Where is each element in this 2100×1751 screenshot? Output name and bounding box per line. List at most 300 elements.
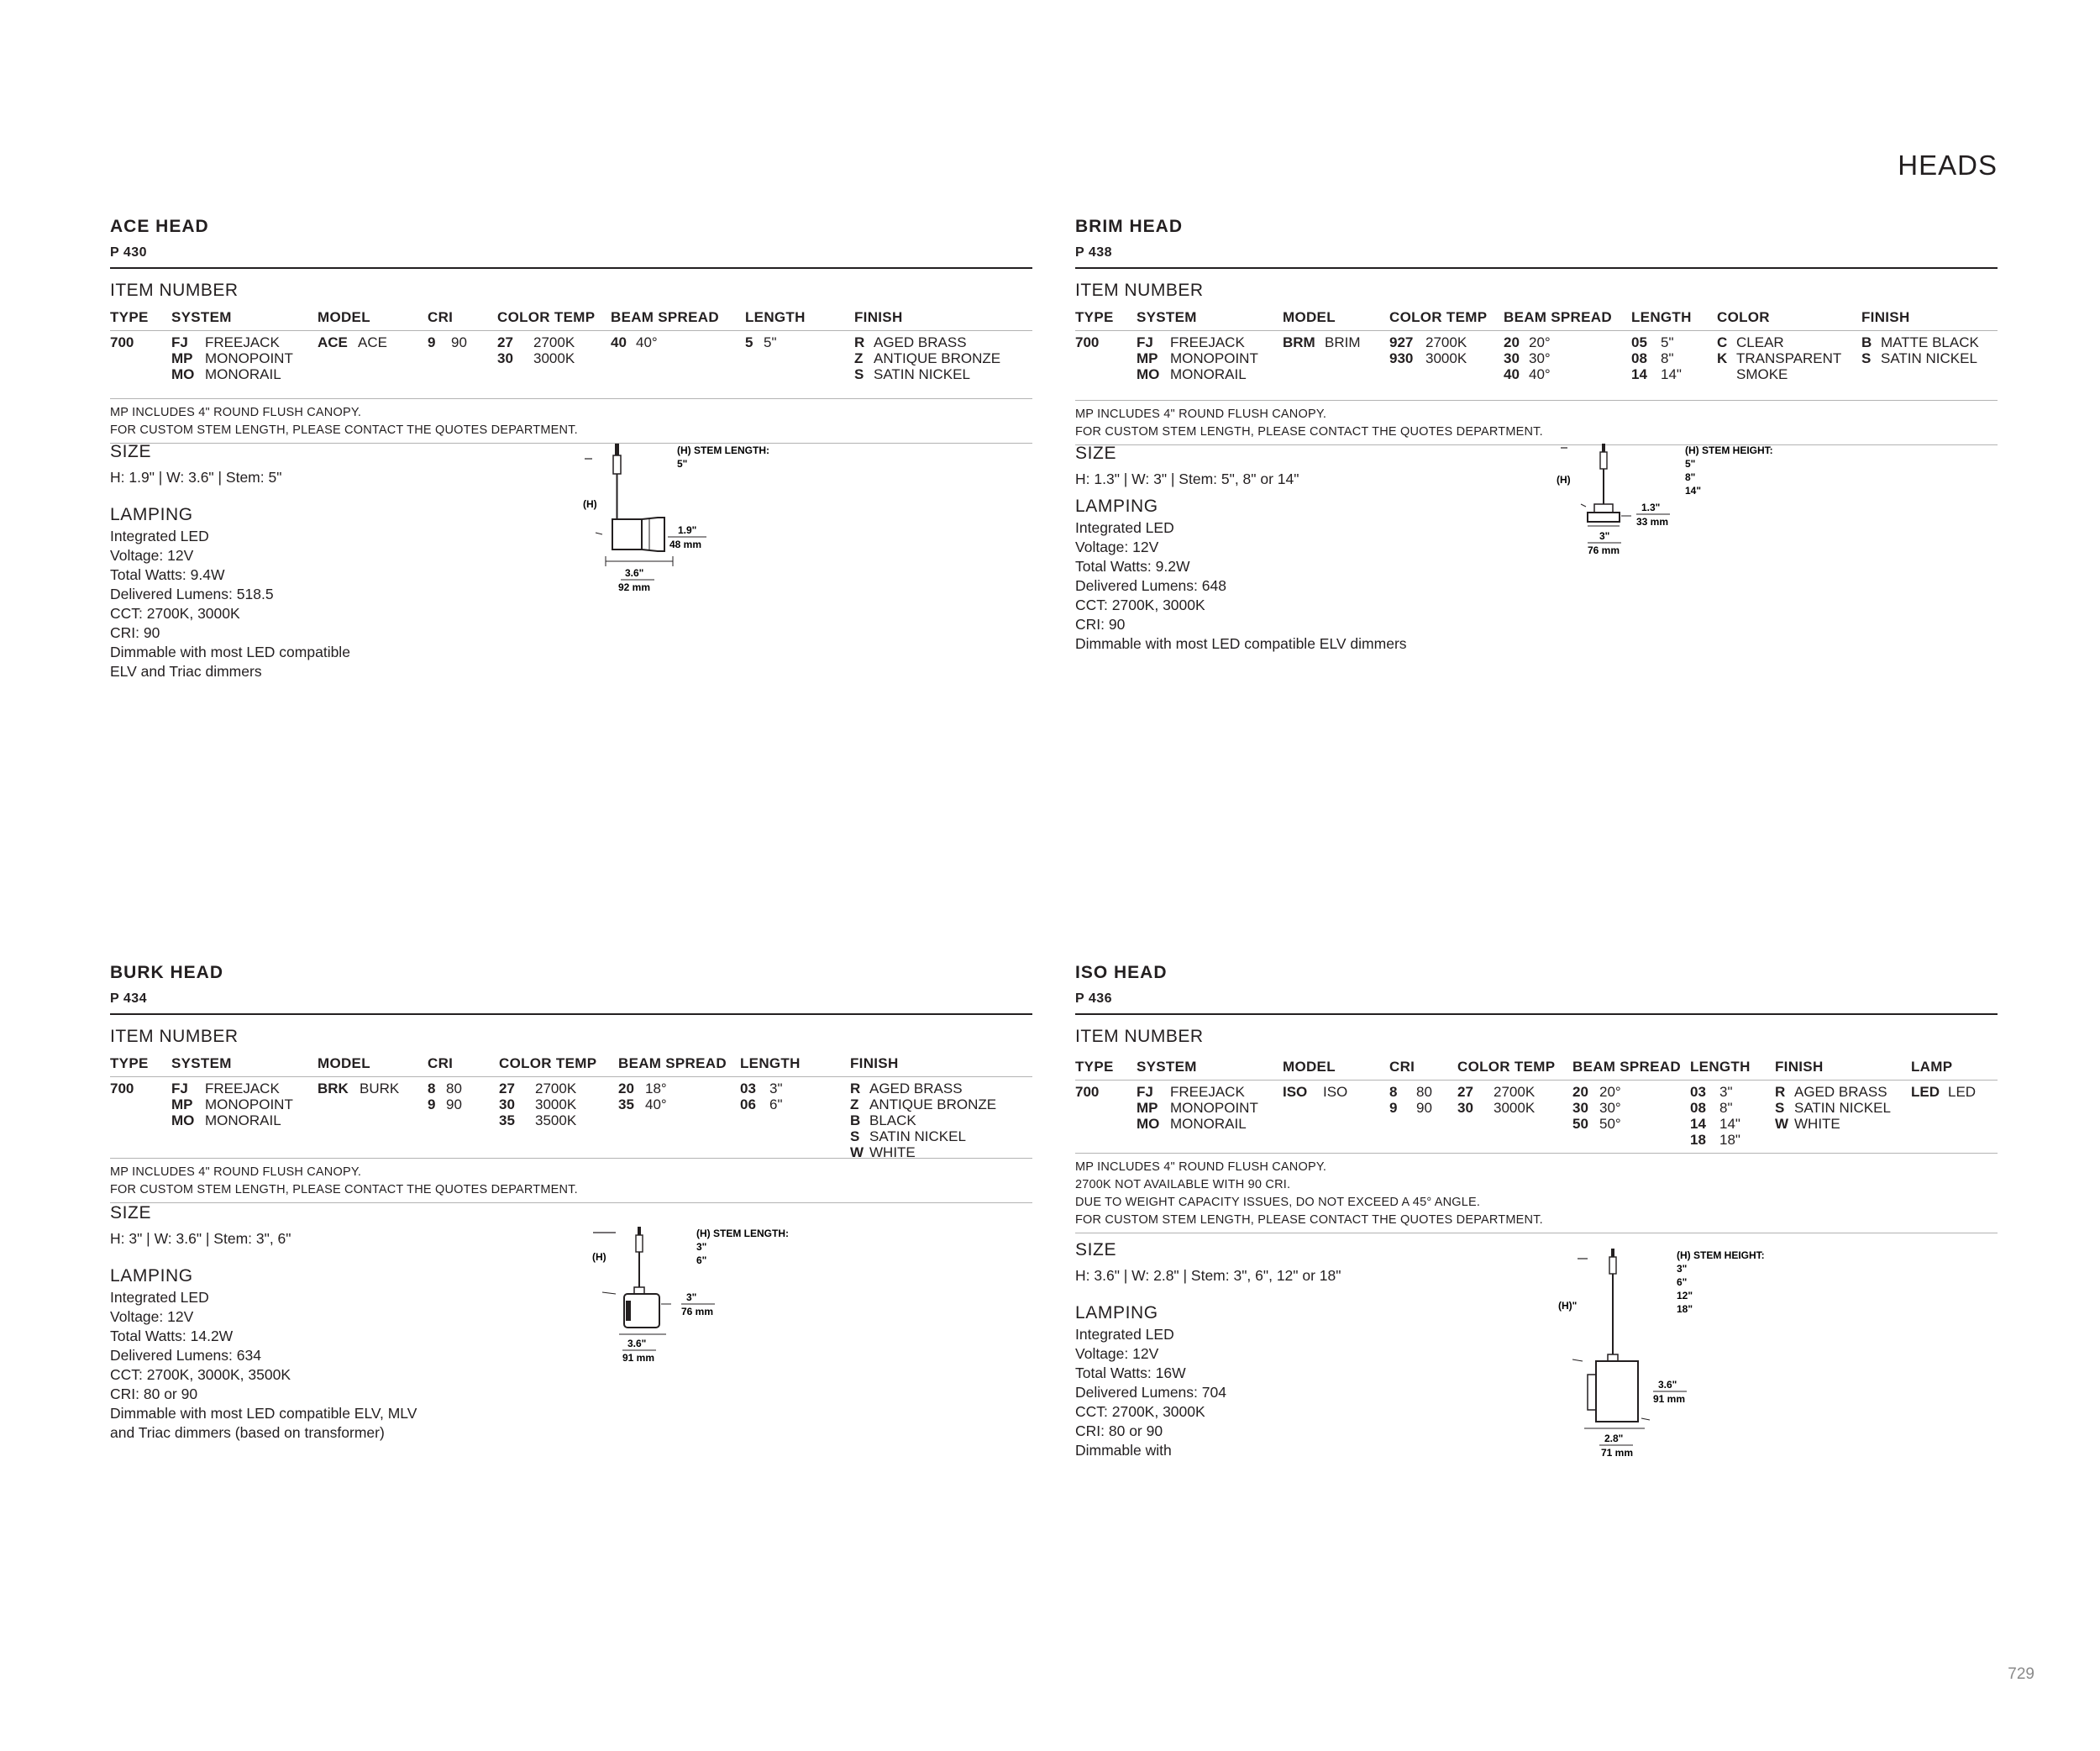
option-description: WHITE xyxy=(869,1144,916,1160)
option-code: 930 xyxy=(1389,350,1414,366)
option-code: MO xyxy=(1137,1116,1160,1132)
lamping-line: Delivered Lumens: 518.5 xyxy=(110,586,274,602)
option-code: C xyxy=(1717,334,1728,350)
option-description: 30° xyxy=(1529,350,1551,366)
system-option xyxy=(171,366,293,382)
length-option xyxy=(740,1096,783,1112)
option-description: 40° xyxy=(645,1096,667,1112)
page-reference: P 434 xyxy=(110,991,148,1006)
header-lamp: LAMP xyxy=(1911,1059,1953,1075)
color-temp-values xyxy=(499,1081,576,1128)
beam-option xyxy=(611,334,658,350)
lamping-title: LAMPING xyxy=(1075,497,1158,516)
stem-label: (H) STEM LENGTH: xyxy=(696,1228,789,1239)
option-code: MO xyxy=(171,1112,195,1128)
cri-option xyxy=(428,334,467,350)
option-description: BLACK xyxy=(869,1112,916,1128)
section-title: ACE HEAD xyxy=(110,217,209,236)
option-description: 80 xyxy=(446,1081,462,1096)
option-description: 2700K xyxy=(535,1081,577,1096)
header-length: LENGTH xyxy=(740,1055,801,1071)
notes xyxy=(110,1158,1032,1202)
iso-head-section xyxy=(1075,963,1998,1635)
lamping-line: Delivered Lumens: 634 xyxy=(110,1347,261,1364)
details xyxy=(1075,444,1407,654)
lamping-list xyxy=(110,1288,417,1443)
option-description: 90 xyxy=(451,334,467,350)
option-description: AGED BRASS xyxy=(1794,1084,1887,1100)
stem-value: 3" xyxy=(1677,1263,1688,1275)
option-description: MONORAIL xyxy=(1170,1116,1247,1132)
option-description: 3500K xyxy=(535,1112,577,1128)
color-temp-values xyxy=(1457,1084,1535,1116)
option-description: ANTIQUE BRONZE xyxy=(869,1096,997,1112)
height-label: (H)" xyxy=(1558,1300,1578,1312)
color-temp-values xyxy=(1389,334,1467,366)
option-description: 18° xyxy=(645,1081,667,1096)
option-description: SATIN NICKEL xyxy=(869,1128,966,1144)
header-finish: FINISH xyxy=(1775,1059,1824,1075)
header-model: MODEL xyxy=(318,309,370,325)
option-code: 30 xyxy=(499,1096,515,1112)
option-code: S xyxy=(1775,1100,1785,1116)
system-option xyxy=(1137,1116,1258,1132)
note-line: MP INCLUDES 4" ROUND FLUSH CANOPY. xyxy=(1075,408,1327,421)
stem-value: 6" xyxy=(1677,1276,1688,1288)
page-reference: P 438 xyxy=(1075,245,1113,260)
option-description: 8" xyxy=(1719,1100,1733,1116)
option-code: 40 xyxy=(611,334,627,350)
option-code: MP xyxy=(171,1096,193,1112)
system-option xyxy=(171,350,293,366)
option-code: 9 xyxy=(428,1096,436,1112)
jack-connector xyxy=(638,1227,641,1235)
option-code: 30 xyxy=(1457,1100,1473,1116)
option-description: 80 xyxy=(1416,1084,1432,1100)
length-values xyxy=(1690,1084,1740,1148)
height-label: (H) xyxy=(583,498,597,510)
option-description: 40° xyxy=(1529,366,1551,382)
finish-values xyxy=(1861,334,1979,366)
option-description: MATTE BLACK xyxy=(1881,334,1979,350)
length-option xyxy=(1690,1116,1740,1132)
lamping-line: CRI: 80 or 90 xyxy=(110,1386,198,1402)
length-option xyxy=(1631,350,1682,366)
lamping-line: Integrated LED xyxy=(1075,1326,1174,1343)
option-code: Z xyxy=(850,1096,859,1112)
lamping-title: LAMPING xyxy=(110,1266,193,1286)
color-option xyxy=(1717,350,1841,366)
color-temp-option xyxy=(499,1081,576,1096)
option-code: 700 xyxy=(1075,334,1100,350)
brim-dimension-diagram xyxy=(1554,444,1840,578)
option-code: 08 xyxy=(1631,350,1647,366)
ace-dimension-diagram xyxy=(580,444,782,603)
dim-tick xyxy=(1641,1418,1650,1420)
page-number: 729 xyxy=(2008,1665,2034,1683)
height-inches: 1.3" xyxy=(1641,502,1661,513)
cri-values xyxy=(428,334,467,350)
width-inches: 3.6" xyxy=(627,1338,647,1349)
color-option xyxy=(1717,366,1841,382)
header-type: TYPE xyxy=(110,1055,149,1071)
head-body xyxy=(612,519,642,549)
lamping-line: Total Watts: 9.4W xyxy=(110,566,225,583)
lamping-line: Voltage: 12V xyxy=(1075,539,1159,555)
length-values xyxy=(745,334,777,350)
option-description: 3" xyxy=(769,1081,783,1096)
item-number-label: ITEM NUMBER xyxy=(1075,281,1204,300)
option-code: 27 xyxy=(497,334,513,350)
beam-option xyxy=(1572,1116,1621,1132)
lamping-line: CRI: 90 xyxy=(1075,616,1126,633)
option-code: 05 xyxy=(1631,334,1647,350)
option-code: 50 xyxy=(1572,1116,1588,1132)
type-option xyxy=(1075,334,1099,350)
lamping-line: Voltage: 12V xyxy=(110,1308,194,1325)
header-cri: CRI xyxy=(428,309,454,325)
option-code: 30 xyxy=(497,350,513,366)
lamping-line: CRI: 80 or 90 xyxy=(1075,1422,1163,1439)
option-description: LED xyxy=(1948,1084,1977,1100)
option-code: FJ xyxy=(171,334,188,350)
width-mm: 92 mm xyxy=(618,581,651,593)
size-title: SIZE xyxy=(1075,1240,1117,1259)
option-description: SMOKE xyxy=(1736,366,1788,382)
note-line: MP INCLUDES 4" ROUND FLUSH CANOPY. xyxy=(110,1165,362,1179)
header-color-temp: COLOR TEMP xyxy=(1457,1059,1556,1075)
option-code: 35 xyxy=(499,1112,515,1128)
beam-option xyxy=(1572,1084,1621,1100)
cri-option xyxy=(1389,1084,1432,1100)
lamping-line: Integrated LED xyxy=(110,528,209,544)
width-mm: 71 mm xyxy=(1601,1447,1634,1459)
type-values xyxy=(1075,334,1099,350)
header-color-temp: COLOR TEMP xyxy=(499,1055,597,1071)
finish-option xyxy=(854,350,1000,366)
option-code: MP xyxy=(171,350,193,366)
jack-connector xyxy=(615,444,619,455)
header-model: MODEL xyxy=(318,1055,370,1071)
option-description: SATIN NICKEL xyxy=(1794,1100,1891,1116)
option-code: FJ xyxy=(1137,334,1153,350)
height-mm: 91 mm xyxy=(1653,1393,1686,1405)
system-values xyxy=(1137,334,1258,382)
width-inches: 2.8" xyxy=(1604,1433,1624,1444)
color-temp-option xyxy=(1457,1084,1535,1100)
header-length: LENGTH xyxy=(1631,309,1692,325)
beam-option xyxy=(1504,366,1551,382)
option-code: 9 xyxy=(428,334,436,350)
title-divider xyxy=(110,267,1032,269)
cri-values xyxy=(428,1081,462,1112)
model-option xyxy=(318,1081,399,1096)
note-line: FOR CUSTOM STEM LENGTH, PLEASE CONTACT THE QUOTES DEPARTMENT. xyxy=(1075,425,1543,439)
option-code: 27 xyxy=(1457,1084,1473,1100)
system-values xyxy=(1137,1084,1258,1132)
option-description: 2700K xyxy=(1425,334,1467,350)
option-code: MP xyxy=(1137,1100,1158,1116)
lamping-line: CCT: 2700K, 3000K xyxy=(1075,1403,1205,1420)
header-length: LENGTH xyxy=(1690,1059,1751,1075)
item-number-label: ITEM NUMBER xyxy=(110,1027,239,1046)
size-value: H: 3" | W: 3.6" | Stem: 3", 6" xyxy=(110,1230,291,1247)
head-brim xyxy=(1588,513,1620,522)
height-inches: 3.6" xyxy=(1658,1379,1677,1391)
lamping-line: CCT: 2700K, 3000K xyxy=(1075,597,1205,613)
color-temp-option xyxy=(499,1096,576,1112)
lamping-line: Dimmable with xyxy=(1075,1442,1172,1459)
option-code: 30 xyxy=(1504,350,1520,366)
lamping-line: Delivered Lumens: 648 xyxy=(1075,577,1226,594)
header-model: MODEL xyxy=(1283,1059,1336,1075)
header-cri: CRI xyxy=(428,1055,454,1071)
lamping-line: Voltage: 12V xyxy=(110,547,194,564)
item-number-label: ITEM NUMBER xyxy=(110,281,239,300)
header-system: SYSTEM xyxy=(171,309,232,325)
header-finish: FINISH xyxy=(850,1055,899,1071)
type-values xyxy=(110,1081,134,1096)
stem-label: (H) STEM HEIGHT: xyxy=(1685,444,1773,456)
header-divider xyxy=(110,330,1032,331)
height-mm: 48 mm xyxy=(669,539,702,550)
finish-option xyxy=(1861,350,1979,366)
option-description: FREEJACK xyxy=(1170,1084,1245,1100)
option-code: 14 xyxy=(1690,1116,1706,1132)
option-description: MONORAIL xyxy=(1170,366,1247,382)
option-code: B xyxy=(850,1112,861,1128)
header-beam-spread: BEAM SPREAD xyxy=(611,309,719,325)
dim-tick xyxy=(1572,1359,1583,1361)
header-type: TYPE xyxy=(1075,309,1114,325)
option-description: 3000K xyxy=(535,1096,577,1112)
color-temp-option xyxy=(1389,350,1467,366)
length-option xyxy=(1631,366,1682,382)
stem-value: 18" xyxy=(1677,1303,1693,1315)
system-option xyxy=(1137,366,1258,382)
burk-head-section xyxy=(110,963,1032,1635)
width-mm: 91 mm xyxy=(622,1352,655,1364)
height-inches: 1.9" xyxy=(678,524,697,536)
note-line: FOR CUSTOM STEM LENGTH, PLEASE CONTACT THE QUOTES DEPARTMENT. xyxy=(110,423,578,437)
length-option xyxy=(1690,1084,1740,1100)
size-title: SIZE xyxy=(110,442,152,461)
section-title: BRIM HEAD xyxy=(1075,217,1183,236)
option-description: AGED BRASS xyxy=(874,334,967,350)
stem-value: 6" xyxy=(696,1254,707,1266)
lamping-line: Total Watts: 16W xyxy=(1075,1365,1186,1381)
option-description: 3000K xyxy=(1494,1100,1536,1116)
lamping-line: CCT: 2700K, 3000K, 3500K xyxy=(110,1366,291,1383)
option-code: MP xyxy=(1137,350,1158,366)
option-description: 14" xyxy=(1661,366,1682,382)
height-inches: 3" xyxy=(686,1291,697,1303)
option-description: 5" xyxy=(1661,334,1674,350)
width-mm: 76 mm xyxy=(1588,544,1620,556)
finish-option xyxy=(850,1081,996,1096)
finish-option xyxy=(850,1096,996,1112)
option-code: 700 xyxy=(110,1081,134,1096)
note-line: FOR CUSTOM STEM LENGTH, PLEASE CONTACT THE QUOTES DEPARTMENT. xyxy=(110,1183,578,1196)
option-description: 3" xyxy=(1719,1084,1733,1100)
head-lens xyxy=(1588,1375,1596,1410)
finish-option xyxy=(850,1112,996,1128)
length-option xyxy=(1631,334,1682,350)
width-inches: 3.6" xyxy=(625,567,644,579)
option-code: LED xyxy=(1911,1084,1940,1100)
title-divider xyxy=(1075,1013,1998,1015)
option-description: 3000K xyxy=(533,350,575,366)
option-code: Z xyxy=(854,350,864,366)
option-code: MO xyxy=(171,366,195,382)
stem-top xyxy=(1609,1257,1616,1274)
stem-label: (H) STEM HEIGHT: xyxy=(1677,1249,1765,1261)
notes xyxy=(1075,1153,1998,1233)
option-code: 03 xyxy=(1690,1084,1706,1100)
system-option xyxy=(1137,1084,1258,1100)
option-description: ISO xyxy=(1323,1084,1348,1100)
type-option xyxy=(110,1081,134,1096)
system-values xyxy=(171,1081,293,1128)
model-values xyxy=(318,334,387,350)
option-description: 2700K xyxy=(533,334,575,350)
lamping-line: and Triac dimmers (based on transformer) xyxy=(110,1424,385,1441)
option-code: 06 xyxy=(740,1096,756,1112)
option-code: R xyxy=(1775,1084,1786,1100)
beam-option xyxy=(618,1096,667,1112)
stem-top xyxy=(636,1235,643,1252)
spec-table xyxy=(110,1055,1032,1158)
header-type: TYPE xyxy=(1075,1059,1114,1075)
beam-option xyxy=(1504,334,1551,350)
finish-option xyxy=(1775,1084,1891,1100)
color-temp-values xyxy=(497,334,575,366)
color-values xyxy=(1717,334,1841,382)
finish-values xyxy=(854,334,1000,382)
header-cri: CRI xyxy=(1389,1059,1415,1075)
height-label: (H) xyxy=(1557,474,1571,486)
option-description: MONORAIL xyxy=(205,1112,281,1128)
option-description: FREEJACK xyxy=(205,334,280,350)
header-divider xyxy=(1075,330,1998,331)
length-option xyxy=(745,334,777,350)
lamping-line: CRI: 90 xyxy=(110,624,160,641)
length-option xyxy=(740,1081,783,1096)
lamp-values xyxy=(1911,1084,1976,1100)
model-option xyxy=(1283,334,1361,350)
note-line: MP INCLUDES 4" ROUND FLUSH CANOPY. xyxy=(1075,1160,1327,1174)
length-option xyxy=(1690,1132,1740,1148)
color-temp-option xyxy=(1389,334,1467,350)
option-description: WHITE xyxy=(1794,1116,1840,1132)
option-code: ACE xyxy=(318,334,348,350)
option-description: 5" xyxy=(764,334,777,350)
header-finish: FINISH xyxy=(854,309,903,325)
beam-values xyxy=(618,1081,667,1112)
option-code: 18 xyxy=(1690,1132,1706,1148)
option-code: ISO xyxy=(1283,1084,1308,1100)
option-code: FJ xyxy=(1137,1084,1153,1100)
option-description: 30° xyxy=(1599,1100,1621,1116)
option-code: FJ xyxy=(171,1081,188,1096)
option-code: R xyxy=(850,1081,861,1096)
header-beam-spread: BEAM SPREAD xyxy=(618,1055,727,1071)
model-option xyxy=(1283,1084,1347,1100)
option-code: 08 xyxy=(1690,1100,1706,1116)
option-code: 35 xyxy=(618,1096,634,1112)
lamping-line: Dimmable with most LED compatible xyxy=(110,644,350,660)
beam-values xyxy=(1572,1084,1621,1132)
header-divider xyxy=(1075,1080,1998,1081)
option-description: AGED BRASS xyxy=(869,1081,963,1096)
stem-value: 5" xyxy=(1685,458,1696,470)
option-code: 40 xyxy=(1504,366,1520,382)
option-description: FREEJACK xyxy=(205,1081,280,1096)
note-line: FOR CUSTOM STEM LENGTH, PLEASE CONTACT THE QUOTES DEPARTMENT. xyxy=(1075,1213,1543,1227)
option-code: 20 xyxy=(1572,1084,1588,1100)
header-color-temp: COLOR TEMP xyxy=(497,309,596,325)
stem-value: 5" xyxy=(677,458,688,470)
header-system: SYSTEM xyxy=(1137,309,1197,325)
system-option xyxy=(171,334,293,350)
option-description: SATIN NICKEL xyxy=(874,366,970,382)
color-temp-option xyxy=(499,1112,576,1128)
head-mount xyxy=(634,1287,644,1294)
option-code: 8 xyxy=(428,1081,436,1096)
head-mount xyxy=(1608,1354,1618,1361)
lamping-title: LAMPING xyxy=(110,505,193,524)
section-title: ISO HEAD xyxy=(1075,963,1168,982)
option-code: 20 xyxy=(1504,334,1520,350)
finish-option xyxy=(1775,1116,1891,1132)
spec-table xyxy=(1075,1059,1998,1153)
lamping-line: Total Watts: 14.2W xyxy=(110,1328,234,1344)
option-code: 27 xyxy=(499,1081,515,1096)
option-description: 2700K xyxy=(1494,1084,1536,1100)
header-finish: FINISH xyxy=(1861,309,1910,325)
option-code: 5 xyxy=(745,334,753,350)
option-code: R xyxy=(854,334,865,350)
ace-head-section xyxy=(110,217,1032,889)
system-values xyxy=(171,334,293,382)
item-number-label: ITEM NUMBER xyxy=(1075,1027,1204,1046)
size-title: SIZE xyxy=(1075,444,1117,463)
note-line: MP INCLUDES 4" ROUND FLUSH CANOPY. xyxy=(110,406,362,419)
option-code: BRM xyxy=(1283,334,1315,350)
size-value: H: 1.9" | W: 3.6" | Stem: 5" xyxy=(110,469,282,486)
note-line: DUE TO WEIGHT CAPACITY ISSUES, DO NOT EXCEED A 45° ANGLE. xyxy=(1075,1196,1481,1209)
lamping-list xyxy=(1075,1325,1341,1460)
header-system: SYSTEM xyxy=(1137,1059,1197,1075)
option-description: 20° xyxy=(1599,1084,1621,1100)
brim-head-section xyxy=(1075,217,1998,889)
option-description: 20° xyxy=(1529,334,1551,350)
header-color-temp: COLOR TEMP xyxy=(1389,309,1488,325)
model-values xyxy=(318,1081,399,1096)
beam-values xyxy=(1504,334,1551,382)
width-inches: 3" xyxy=(1599,530,1610,542)
lamping-line: Integrated LED xyxy=(1075,519,1174,536)
stem-top xyxy=(613,455,621,474)
option-description: 14" xyxy=(1719,1116,1740,1132)
system-option xyxy=(1137,350,1258,366)
model-values xyxy=(1283,1084,1347,1100)
option-description: TRANSPARENT xyxy=(1736,350,1842,366)
header-length: LENGTH xyxy=(745,309,806,325)
option-description: 40° xyxy=(636,334,658,350)
title-divider xyxy=(1075,267,1998,269)
header-beam-spread: BEAM SPREAD xyxy=(1504,309,1612,325)
